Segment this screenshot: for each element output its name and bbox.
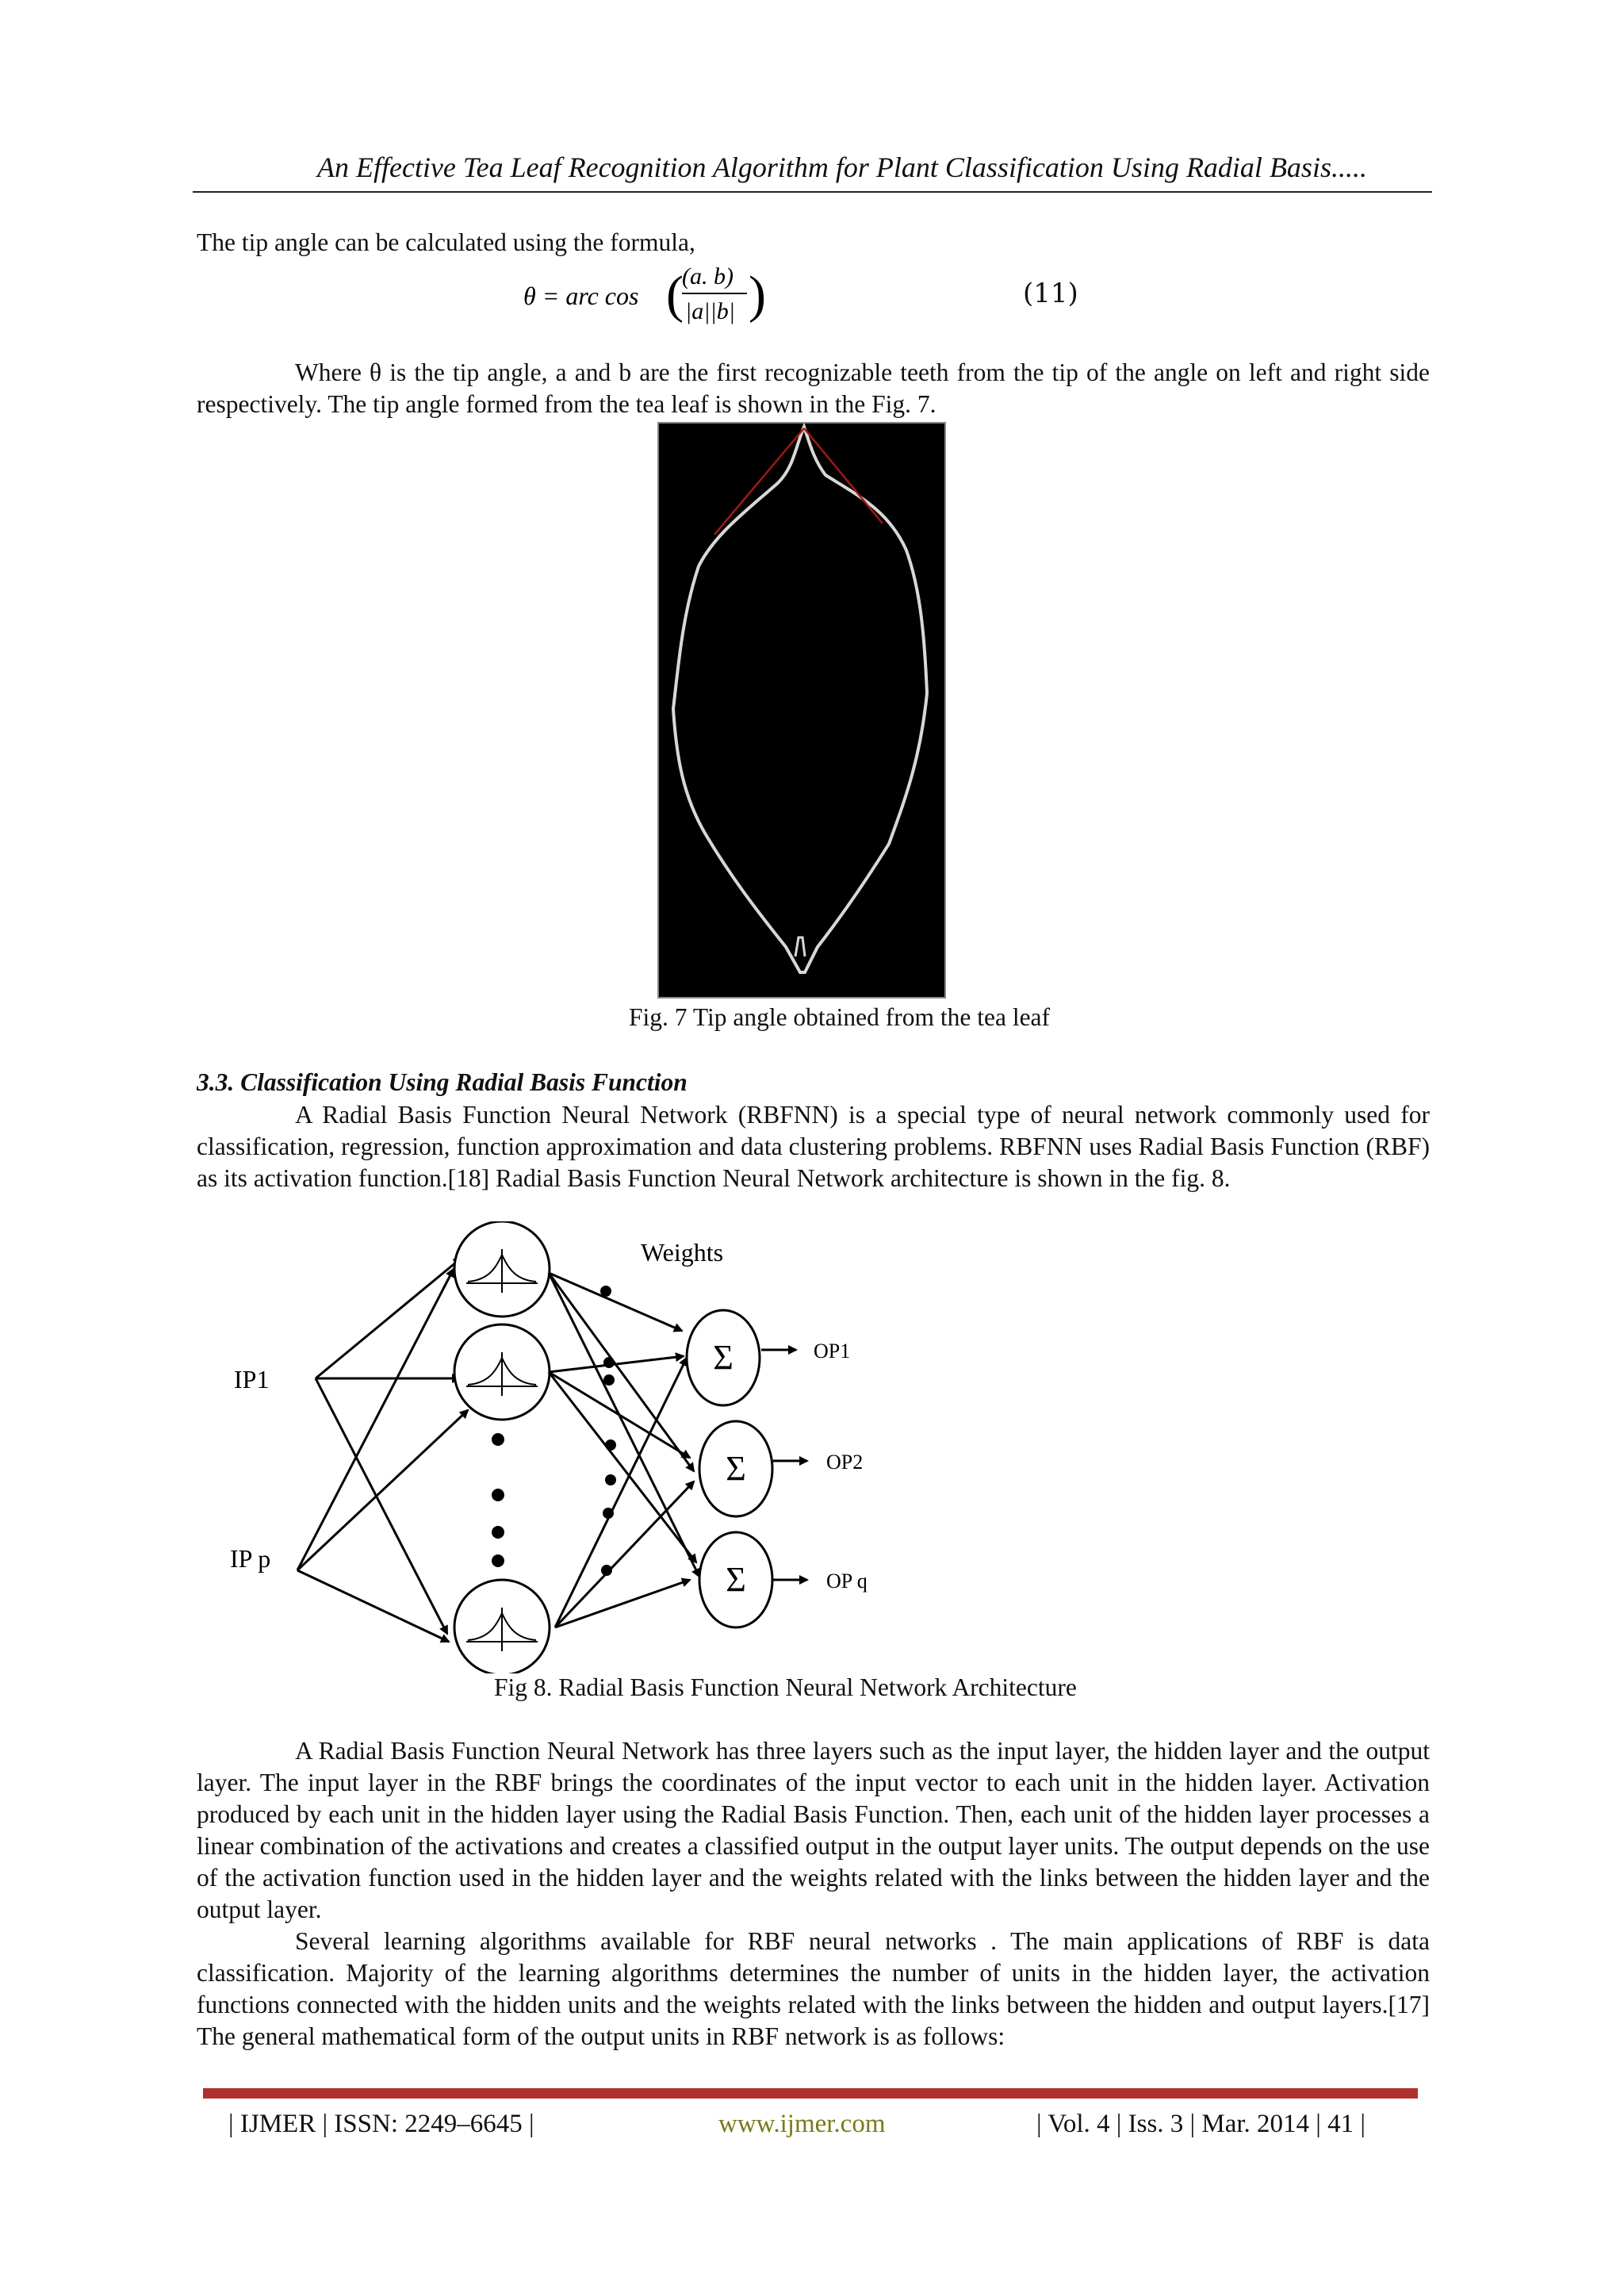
footer-bar: [203, 2088, 1418, 2099]
tip-angle-paragraph: [197, 357, 1430, 420]
leaf-contour: [673, 427, 927, 972]
sum-icon: Σ: [726, 1560, 746, 1599]
sum-icon: Σ: [726, 1449, 746, 1488]
equation-right-paren: ): [749, 266, 766, 324]
equation-denominator: |a||b|: [685, 298, 735, 324]
running-header: An Effective Tea Leaf Recognition Algorithm for Plant Classification Using Radial Basis.....: [317, 151, 1367, 183]
input-label-ip1: IP1: [234, 1365, 270, 1393]
equation-lhs: θ = arc cos: [523, 282, 639, 310]
output-unit-3: [699, 1532, 772, 1627]
hidden-ellipsis-dots: [492, 1433, 504, 1567]
tip-angle-left-ray: [714, 428, 804, 535]
hidden-unit: [454, 1221, 550, 1317]
formula-intro: [197, 227, 1430, 259]
sum-icon: Σ: [713, 1338, 733, 1377]
output-unit-1: [687, 1310, 760, 1405]
hidden-unit: [454, 1324, 550, 1420]
input-hidden-connections: [297, 1258, 468, 1642]
output-label-op2: OP2: [826, 1451, 864, 1474]
fig7-caption: Fig. 7 Tip angle obtained from the tea leaf: [629, 1003, 1051, 1031]
output-label-opq: OP q: [826, 1570, 868, 1593]
layers-paragraph: A Radial Basis Function Neural Network has three layers such as the input layer, the hidden layer and the output layer. The input layer in the RBF brings the coordinates of the input vector to each unit in the hidden layer. Activation produced by each unit in the hidden layer using the Radial Basis Function. Then, each unit of the hidden layer processes a linear combination of the activations and creates a classified output in the output layer units. The output depends on the use of the activation function used in the hidden layer and the weights related with the links between the hidden layer and the output layer.: [197, 1737, 1430, 1923]
tip-angle-equation: [508, 252, 793, 332]
fig8-caption: Fig 8. Radial Basis Function Neural Network Architecture: [494, 1673, 1077, 1701]
fig8-rbfnn-diagram: [214, 1221, 928, 1673]
hidden-unit: [454, 1580, 550, 1673]
fig7-leaf-image: [657, 422, 946, 999]
leaf-stalk: [795, 937, 805, 956]
tip-angle-right-ray: [804, 428, 883, 523]
header-rule: [193, 191, 1432, 193]
weights-label: Weights: [641, 1238, 724, 1267]
section-heading: 3.3. Classification Using Radial Basis Function: [197, 1068, 688, 1096]
rbfnn-intro-paragraph: [197, 1099, 1430, 1194]
equation-numerator: (a. b): [682, 263, 733, 289]
footer-journal: | IJMER | ISSN: 2249–6645 |: [228, 2110, 534, 2138]
equation-left-paren: (: [666, 266, 684, 324]
hidden-output-connections: [549, 1273, 699, 1627]
tip-angle-paragraph-text: Where θ is the tip angle, a and b are the first recognizable teeth from the tip of the angle on left and right side respectively. The tip angle formed from the tea leaf is shown in the Fig. 7.: [197, 358, 1430, 418]
leaf-outline-graphic: [659, 424, 944, 997]
learning-paragraph: Several learning algorithms available for RBF neural networks . The main applications of RBF is data classification. Majority of the learning algorithms determines the number of units in the hidden layer, the activation functions connected with the hidden units and the weights related with the links between the hidden and output layers.[17] The general mathematical form of the output units in RBF network is as follows:: [197, 1927, 1430, 2050]
output-label-op1: OP1: [814, 1340, 851, 1363]
equation-number: (11): [1023, 278, 1078, 309]
input-label-ipp: IP p: [230, 1544, 271, 1573]
rbfnn-body: [197, 1735, 1430, 2053]
footer-issue: | Vol. 4 | Iss. 3 | Mar. 2014 | 41 |: [1036, 2110, 1366, 2138]
output-unit-2: [699, 1421, 772, 1516]
footer-url-link[interactable]: www.ijmer.com: [718, 2110, 886, 2138]
rbfnn-intro-text: A Radial Basis Function Neural Network (RBFNN) is a special type of neural network commonly used for classification, regression, function approximation and data clustering problems. RBFNN uses Radial Basis Function (RBF) as its activation function.[18] Radial Basis Function Neural Network architecture is shown in the fig. 8.: [197, 1101, 1430, 1192]
formula-intro-text: The tip angle can be calculated using the formula,: [197, 228, 695, 256]
